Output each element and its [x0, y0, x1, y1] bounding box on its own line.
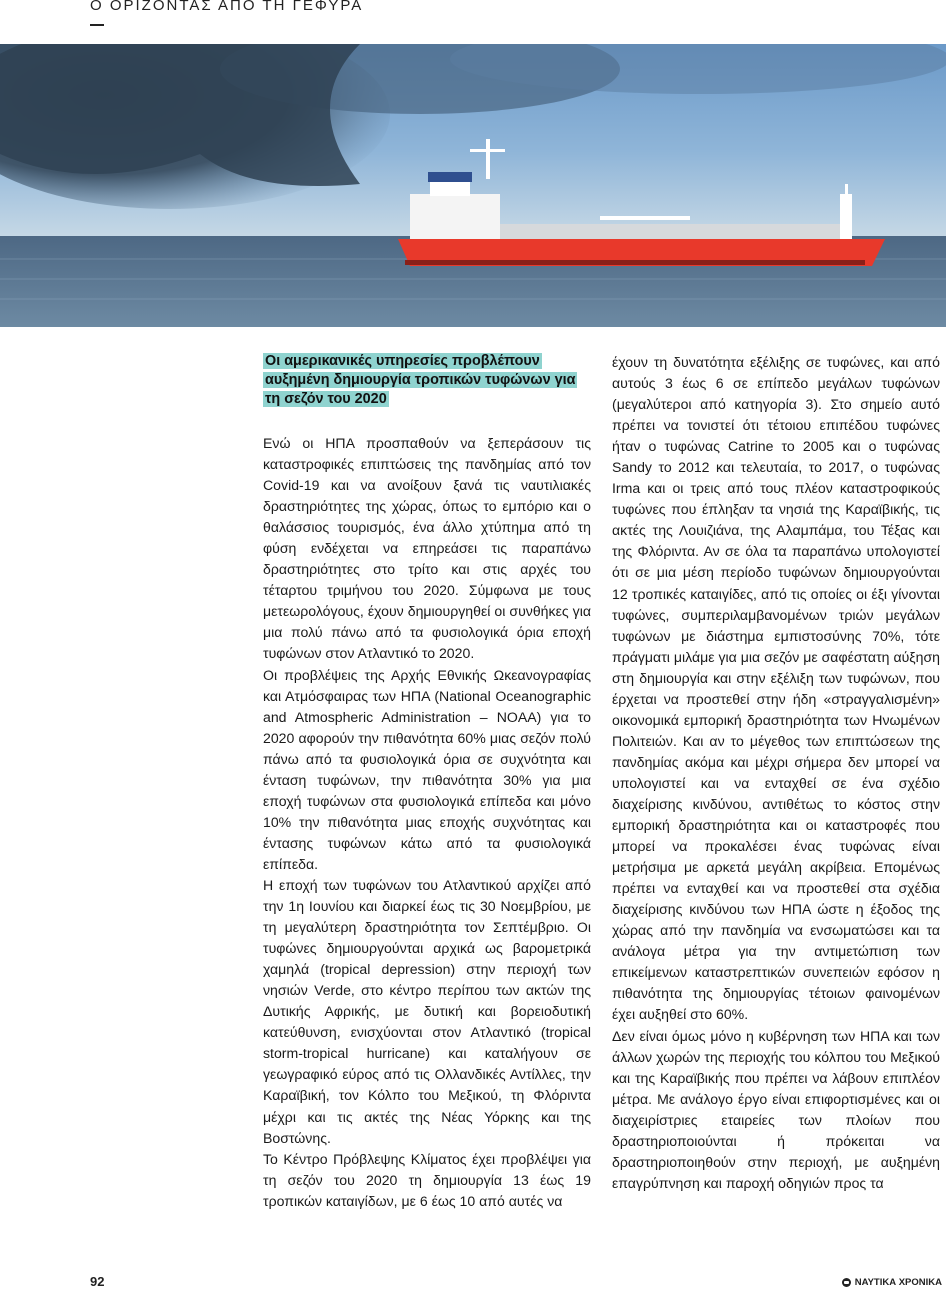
- hero-image: [0, 44, 946, 327]
- paragraph: Ενώ οι ΗΠΑ προσπαθούν να ξεπεράσουν τις καταστροφικές επιπτώσεις της πανδημίας από τον Covid-19 και να ανοίξουν ξανά τις ναυτιλιακές δραστηριότητες της χώρας, όπως το εμπόριο και ο θαλάσσιος τουρισμός, ένα άλλο χτύπημα από τη φύση ενδέχεται να επηρεάσει τις παραπάνω δραστηριότητες στο τρίτο και στις αρχές του τέταρτου τριμήνου του 2020. Σύμφωνα με τους μετεωρολόγους, έχουν δημιουργηθεί οι συνθήκες για μια πολύ πάνω από τα φυσιολογικά όρια εποχή τυφώνων στον Ατλαντικό το 2020.: [263, 435, 591, 662]
- paragraph: Η εποχή των τυφώνων του Ατλαντικού αρχίζει από την 1η Ιουνίου και διαρκεί έως τις 30 Νοεμβρίου, με τη μεγαλύτερη δραστηριότητα τον Σεπτέμβριο. Οι τυφώνες δημιουργούνται αρχικά ως βαρομετρικά χαμηλά (tropical depression) στην περιοχή των νησιών Verde, στο κέντρο περίπου των ακτών της Δυτικής Αφρικής, με δυτική και βορειοδυτική κατεύθυνση, ενισχύονται στον Ατλαντικό (tropical storm-tropical hurricane) και καταλήγουν σε γεωγραφικό εύρος από τις Ολλανδικές Αντίλλες, την Καραϊβική, τον Κόλπο του Μεξικού, τη Φλόριντα μέχρι και τις ακτές της Νέας Υόρκης και της Βοστώνης.: [263, 876, 591, 1146]
- brand-logo-icon: [842, 1278, 851, 1287]
- brand-name: ΝΑΥΤΙΚΑ ΧΡΟΝΙΚΑ: [854, 1277, 942, 1288]
- paragraph: Το Κέντρο Πρόβλεψης Κλίματος έχει προβλέψει για τη σεζόν του 2020 τη δημιουργία 13 έως 19 τροπικών καταιγίδων, με 6 έως 10 από αυτές να: [263, 1150, 591, 1209]
- brand-footer: [842, 1277, 942, 1288]
- paragraph: Οι προβλέψεις της Αρχής Εθνικής Ωκεανογραφίας και Ατμόσφαιρας των ΗΠΑ (National Oceanographic and Atmospheric Administration – NOAA) για το 2020 αφορούν την πιθανότητα 60% μιας σεζόν πολύ πάνω από τα φυσιολογικά όρια σε συχνότητα και ένταση τυφώνων, την πιθανότητα 30% για μια εποχή τυφώνων στα φυσιολογικά επίπεδα και μόνο 10% την πιθανότητα μιας εποχής συχνότητας και έντασης τυφώνων κάτω από τα φυσιολογικά επίπεδα.: [263, 666, 591, 872]
- article-column-right: [612, 352, 940, 1194]
- page-number: 92: [90, 1274, 105, 1289]
- article-subtitle: Οι αμερικανικές υπηρεσίες προβλέπουν αυξημένη δημιουργία τροπικών τυφώνων για τη σεζόν του 2020: [265, 353, 576, 407]
- section-title: Ο ΟΡΙΖΟΝΤΑΣ ΑΠΟ ΤΗ ΓΕΦΥΡΑ: [90, 0, 364, 14]
- article-column-left: [263, 352, 591, 1212]
- paragraph: έχουν τη δυνατότητα εξέλιξης σε τυφώνες, και από αυτούς 3 έως 6 σε επίπεδο μεγάλων τυφώνων (μεγαλύτεροι από κατηγορία 3). Στο σημείο αυτό πρέπει να τονιστεί ότι τέτοιου επιπέδου τυφώνες ήταν ο τυφώνας Catrine το 2005 και ο τυφώνας Sandy το 2012 και τελευταία, το 2017, ο τυφώνας Irma και οι τρεις από τους πλέον καταστροφικούς τυφώνες που έπληξαν τα νησιά της Καραϊβικής, τις ακτές της Λουιζιάνα, της Αλαμπάμα, του Τέξας και της Φλόριντα. Αν σε όλα τα παραπάνω υπολογιστεί ότι σε μια μέση περίοδο τυφώνων δημιουργούνται 12 τροπικές καταιγίδες, από τις οποίες οι έξι γίνονται τυφώνες, συμπεριλαμβανομένων τριών μεγάλων τυφώνων με διάστημα εμπιστοσύνης 70%, τότε πράγματι μιλάμε για μια σεζόν με σαφέστατη αύξηση στη δημιουργία και στην εξέλιξη των τυφώνων, που έρχεται να προστεθεί στην ήδη «στραγγαλισμένη» οικονομικά εμπορική δραστηριότητα των Ηνωμένων Πολιτειών. Και αν το μέγεθος των επιπτώσεων της πανδημίας ακόμα και μέχρι σήμερα δεν μπορεί να υπολογιστεί και να ενταχθεί σε ένα σχέδιο διαχείρισης κινδύνου, αντιθέτως το κόστος στην εμπορική δραστηριότητα και οι καταστροφές που μπορεί να προκαλέσει ένας τυφώνας είναι μετρήσιμα με αρκετά μεγάλη ακρίβεια. Επομένως πρέπει να ενταχθεί και να προστεθεί στα σχέδια διαχείρισης κινδύνου των ΗΠΑ ώστε η έξοδος της χώρας από την πανδημία να ενσωματώσει και τα ανάλογα μέτρα για την αντιμετώπιση των επικείμενων καταστρεπτικών συνεπειών εφόσον η πιθανότητα της δημιουργίας τέτοιων φαινομένων έχει αυξηθεί στο 60%.: [612, 354, 940, 1023]
- paragraph: Δεν είναι όμως μόνο η κυβέρνηση των ΗΠΑ και των άλλων χωρών της περιοχής του κόλπου του Μεξικού και της Καραϊβικής που πρέπει να λάβουν επιπλέον μέτρα. Με ανάλογο έργο είναι επιφορτισμένες και οι διαχειρίστριες εταιρείες των πλοίων που δραστηριοποιούνται ή πρόκειται να δραστηριοποιηθούν στην περιοχή, με αυξημένη επαγρύπνηση και παροχή οδηγιών προς τα: [612, 1027, 940, 1191]
- section-divider: [90, 24, 104, 26]
